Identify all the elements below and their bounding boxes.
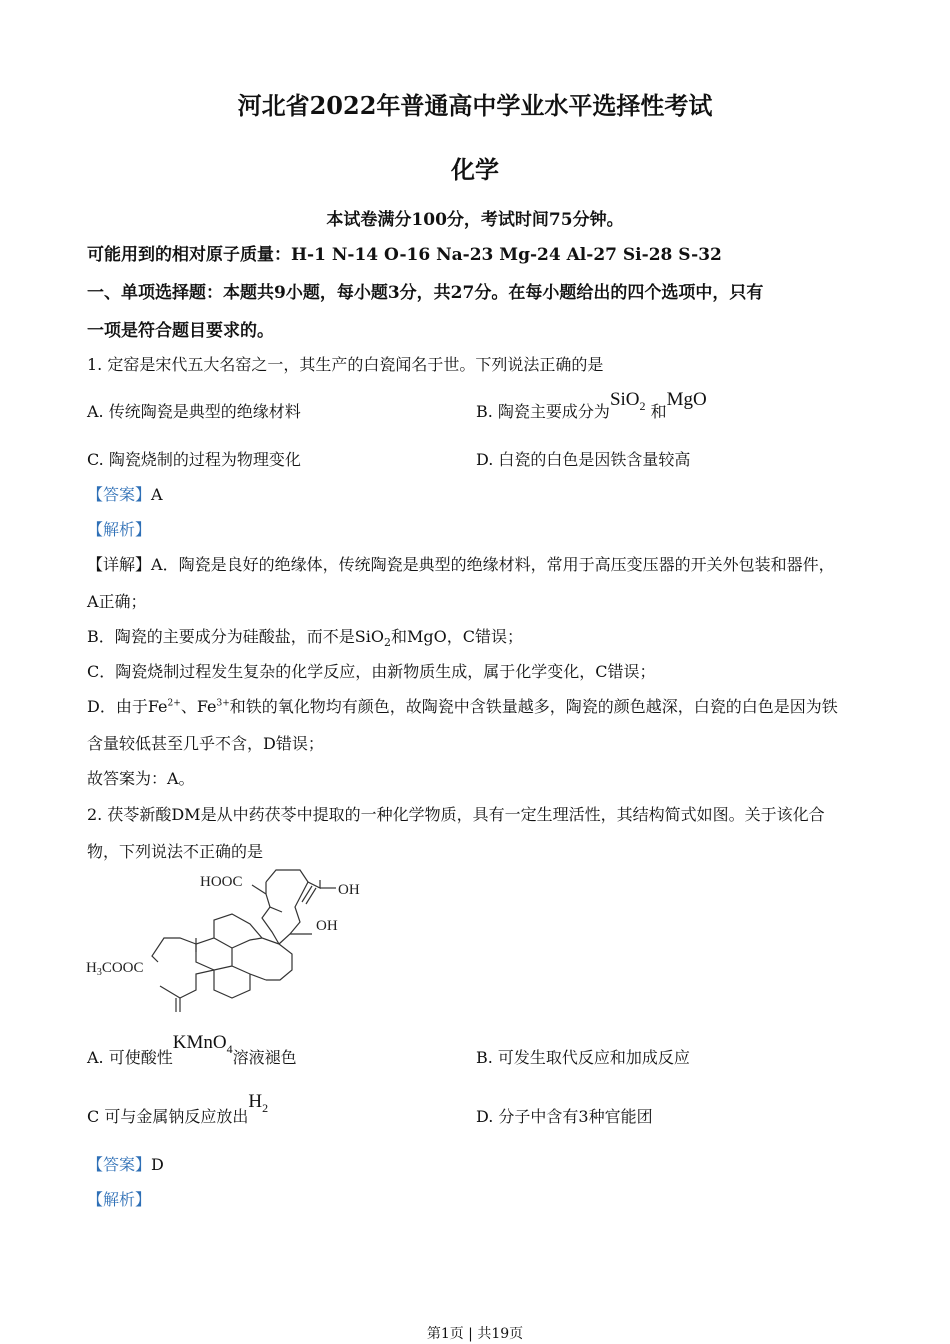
q2-formula-h2-text: H (248, 1091, 263, 1112)
q2-answer-value: D (151, 1155, 164, 1174)
q1-detail-d-sup2: 3+ (216, 698, 230, 709)
q1-detail-d-line2: 含量较低甚至几乎不含，D错误； (87, 734, 324, 753)
q1-option-b-prefix: B. 陶瓷主要成分为 (476, 402, 610, 421)
q2-formula-kmno4-sub: 4 (226, 1041, 233, 1056)
q1-detail-b (87, 624, 523, 649)
section-heading-line2: 一项是符合题目要求的。 (87, 321, 274, 341)
q1-option-a: A. 传统陶瓷是典型的绝缘材料 (87, 402, 301, 421)
q1-conclusion: 故答案为：A。 (87, 769, 195, 788)
subject-title: 化学 (451, 155, 499, 184)
q2-struct-hooc: HOOC (200, 874, 243, 890)
q1-detail-line1 (87, 552, 835, 575)
q2-answer-tag: 【答案】 (87, 1155, 152, 1174)
q1-formula-sio2-text: SiO (609, 389, 640, 410)
q1-stem: 1. 定窑是宋代五大名窑之一，其生产的白瓷闻名于世。下列说法正确的是 (87, 355, 604, 374)
q2-option-c (87, 1089, 269, 1126)
q2-option-c-prefix: C 可与金属钠反应放出 (87, 1107, 249, 1126)
q2-structure-bonds (152, 870, 336, 1012)
q1-answer-tag: 【答案】 (87, 485, 152, 504)
q2-formula-h2 (248, 1091, 269, 1115)
q1-detail-a: A．陶瓷是良好的绝缘体，传统陶瓷是典型的绝缘材料，常用于高压变压器的开关外包装和器件， (151, 555, 835, 574)
exam-info: 本试卷满分100分，考试时间75分钟。 (326, 210, 624, 230)
q1-detail-b-sub: 2 (383, 636, 391, 650)
q2-option-d: D. 分子中含有3种官能团 (476, 1107, 653, 1126)
q1-detail-line2: A正确； (87, 592, 147, 611)
q2-option-a (87, 1030, 297, 1067)
q2-struct-oh1: OH (338, 882, 360, 898)
q1-detail-d-pre: D．由于Fe (87, 697, 168, 716)
q1-detail-d (87, 694, 838, 717)
q2-struct-oh2: OH (316, 918, 338, 934)
q2-struct-h-sub: 3 (96, 967, 102, 978)
q2-formula-kmno4-text: KMnO (172, 1032, 227, 1053)
q1-detail-d-sup1: 2+ (167, 698, 181, 709)
q2-struct-cooc: COOC (101, 960, 144, 976)
section-heading-line1: 一、单项选择题：本题共9小题，每小题3分，共27分。在每小题给出的四个选项中，只有 (87, 283, 764, 303)
q1-detail-c: C．陶瓷烧制过程发生复杂的化学反应，由新物质生成，属于化学变化，C错误； (87, 662, 656, 681)
q1-formula-sio2 (609, 389, 646, 413)
q2-stem-line1: 2. 茯苓新酸DM是从中药茯苓中提取的一种化学物质，具有一定生理活性，其结构简式如图。关于该化合 (87, 805, 825, 824)
q1-detail-b-pre: B．陶瓷的主要成分为硅酸盐，而不是SiO (87, 627, 384, 646)
q1-option-b-and: 和 (650, 402, 667, 421)
exam-title: 河北省2022年普通高中学业水平选择性考试 (237, 91, 713, 120)
q2-structure-diagram (80, 862, 400, 1022)
q1-detail-d-post: 和铁的氧化物均有颜色，故陶瓷中含铁量越多，陶瓷的颜色越深，白瓷的白色是因为铁 (229, 697, 838, 716)
q1-option-c: C. 陶瓷烧制的过程为物理变化 (87, 450, 301, 469)
atomic-masses: 可能用到的相对原子质量：H-1 N-14 O-16 Na-23 Mg-24 Al-27 Si-28 S-32 (87, 245, 722, 265)
q2-stem-line2: 物，下列说法不正确的是 (87, 842, 264, 861)
q2-struct-h: H (86, 960, 97, 976)
q1-formula-sio2-sub: 2 (639, 398, 646, 413)
q1-formula-mgo: MgO (666, 389, 707, 410)
q2-formula-kmno4 (172, 1032, 233, 1056)
q2-option-b: B. 可发生取代反应和加成反应 (476, 1048, 690, 1067)
q2-option-a-prefix: A. 可使酸性 (87, 1048, 173, 1067)
q2-analysis-tag: 【解析】 (87, 1190, 152, 1209)
q2-answer (87, 1152, 164, 1175)
q1-detail-tag: 【详解】 (87, 555, 152, 574)
q1-answer-value: A (151, 485, 163, 504)
q1-option-d: D. 白瓷的白色是因铁含量较高 (476, 450, 691, 469)
q1-answer (87, 482, 163, 505)
q1-detail-d-mid: 、Fe (180, 697, 217, 716)
q1-detail-b-post: 和MgO，C错误； (390, 627, 523, 646)
q2-option-a-suffix: 溶液褪色 (232, 1048, 297, 1067)
q1-option-b (476, 387, 707, 421)
q2-struct-h3cooc (86, 960, 144, 978)
page-footer: 第1页 | 共19页 (426, 1326, 524, 1342)
q1-analysis-tag: 【解析】 (87, 520, 152, 539)
q2-formula-h2-sub: 2 (262, 1100, 269, 1115)
